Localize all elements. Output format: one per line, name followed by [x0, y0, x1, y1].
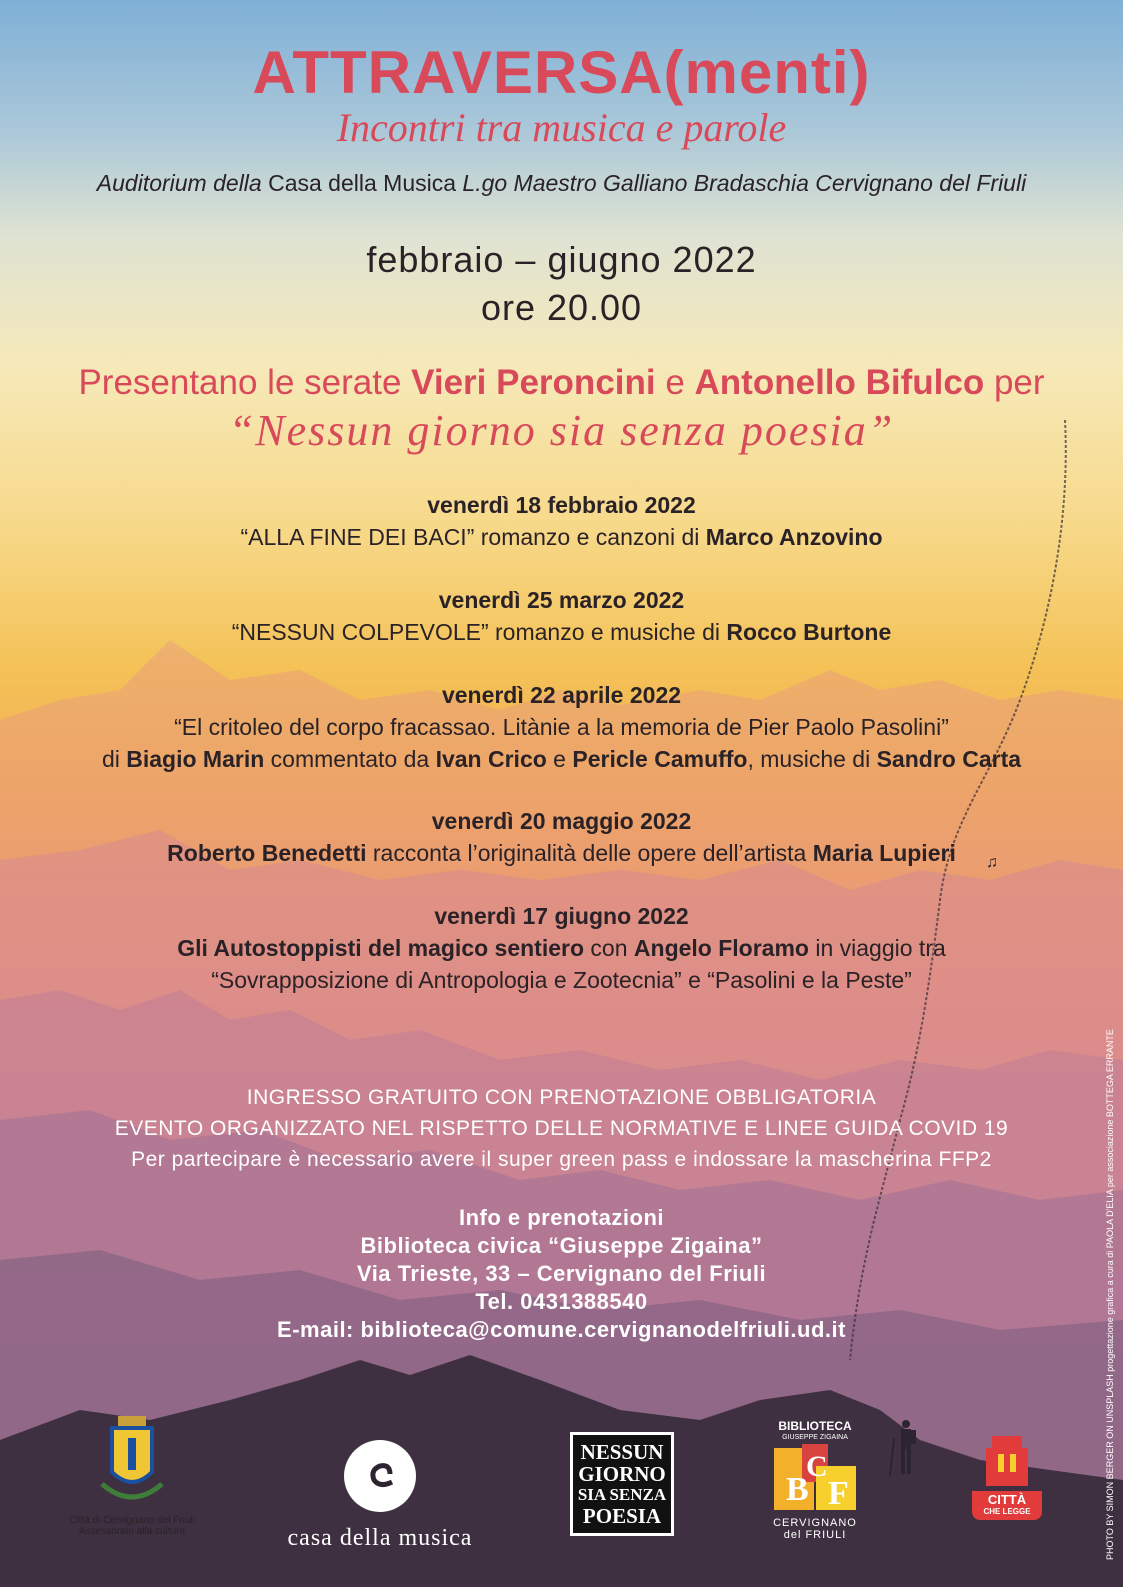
presenters-and: e [655, 363, 695, 402]
coat-of-arms-icon [62, 1414, 202, 1510]
event-item [0, 900, 1123, 996]
event-date: venerdì 18 febbraio 2022 [427, 492, 696, 518]
schedule-period: febbraio – giugno 2022 [366, 239, 757, 280]
event-description [0, 932, 1123, 964]
notice-line: EVENTO ORGANIZZATO NEL RISPETTO DELLE NORMATIVE E LINEE GUIDA COVID 19 [114, 1117, 1009, 1140]
presenter-name-1: Vieri Peroncini [411, 363, 656, 402]
info-heading: Info e prenotazioni [458, 1205, 665, 1230]
event-date: venerdì 25 marzo 2022 [438, 587, 685, 613]
svg-text:F: F [828, 1475, 849, 1512]
casa-musica-logo [280, 1436, 480, 1552]
event-date: venerdì 17 giugno 2022 [434, 903, 689, 929]
schedule-time: ore 20.00 [480, 287, 643, 328]
event-desc-text: commentato da [264, 746, 436, 772]
info-address: Via Trieste, 33 – Cervignano del Friuli [356, 1261, 767, 1286]
presenters-lead: Presentano le serate [78, 363, 412, 402]
event-subtitle: Incontri tra musica e parole [336, 105, 787, 150]
music-note-icon: ♫ [986, 854, 998, 871]
biblioteca-sublabel: GIUSEPPE ZIGAINA [782, 1434, 848, 1441]
event-artist: Marco Anzovino [705, 524, 883, 550]
venue-line [0, 170, 1123, 197]
event-description [0, 521, 1123, 553]
hiker-silhouette [884, 1418, 924, 1478]
event-date: venerdì 22 aprile 2022 [441, 682, 682, 708]
event-artist: Rocco Burtone [726, 619, 892, 645]
nessun-giorno-logo [570, 1432, 674, 1536]
comune-dept: Assessorato alla cultura [78, 1526, 186, 1537]
event-artist: Sandro Carta [876, 746, 1022, 772]
venue-name: Casa della Musica [268, 170, 457, 196]
event-artist: Pericle Camuffo [572, 746, 748, 772]
info-phone[interactable]: Tel. 0431388540 [475, 1289, 648, 1314]
series-title: “Nessun giorno sia senza poesia” [228, 406, 895, 455]
event-artist: Roberto Benedetti [167, 840, 367, 866]
presenter-name-2: Antonello Bifulco [694, 363, 985, 402]
info-library: Biblioteca civica “Giuseppe Zigaina” [360, 1233, 763, 1258]
citta-che-legge-logo [972, 1436, 1042, 1520]
event-item [0, 805, 1123, 869]
event-desc-text: di [101, 746, 127, 772]
event-description [0, 616, 1123, 648]
event-date: venerdì 20 maggio 2022 [431, 808, 692, 834]
biblioteca-label: BIBLIOTECA [778, 1419, 852, 1433]
svg-text:B: B [786, 1471, 809, 1508]
event-description [0, 837, 1123, 869]
notice-line: Per partecipare è necessario avere il super green pass e indossare la mascherina FFP2 [131, 1148, 992, 1171]
photo-credit [1087, 1029, 1115, 1560]
bcf-icon [772, 1442, 858, 1512]
info-block [0, 1204, 1123, 1344]
swirl-icon [340, 1436, 420, 1516]
event-desc-text: racconta l’originalità delle opere dell’artista [366, 840, 813, 866]
event-artist: Maria Lupieri [812, 840, 956, 866]
info-email[interactable]: E-mail: biblioteca@comune.cervignanodelfriuli.ud.it [277, 1317, 846, 1342]
comune-name: Città di Cervignano del Friuli [69, 1515, 195, 1526]
biblioteca-region: del FRIULI [783, 1529, 847, 1541]
logo-text: GIORNO [578, 1462, 666, 1486]
citta-label: CITTÀ [987, 1492, 1027, 1507]
presenters-line [0, 358, 1123, 408]
citta-label-box [972, 1491, 1042, 1520]
tower-icon [972, 1436, 1042, 1486]
entry-notice [0, 1082, 1123, 1175]
event-title: ATTRAVERSA(menti) [252, 39, 871, 106]
event-artist: Angelo Floramo [633, 935, 809, 961]
event-desc-text: in viaggio tra [808, 935, 946, 961]
presenters-per: per [984, 363, 1045, 402]
comune-logo [62, 1414, 202, 1537]
logo-text: NESSUN [580, 1440, 664, 1464]
event-artist: Biagio Marin [126, 746, 265, 772]
venue-address: L.go Maestro Galliano Bradaschia Cervignano del Friuli [456, 170, 1027, 196]
event-desc-text: con [584, 935, 634, 961]
casa-musica-label: casa della musica [287, 1525, 473, 1551]
event-item [0, 584, 1123, 648]
event-description: “El critoleo del corpo fracassao. Litànie a la memoria de Pier Paolo Pasolini” [174, 714, 949, 740]
event-desc-text: e [546, 746, 573, 772]
event-desc-text: , musiche di [747, 746, 877, 772]
event-item [0, 679, 1123, 775]
event-artist: Gli Autostoppisti del magico sentiero [177, 935, 585, 961]
event-description-2: “Sovrapposizione di Antropologia e Zootecnia” e “Pasolini e la Peste” [211, 967, 912, 993]
venue-prefix: Auditorium della [96, 170, 269, 196]
svg-text:C: C [806, 1450, 828, 1483]
event-item [0, 489, 1123, 553]
citta-sublabel: CHE LEGGE [983, 1507, 1031, 1516]
schedule [0, 236, 1123, 332]
event-desc-text: “ALLA FINE DEI BACI” romanzo e canzoni di [240, 524, 706, 550]
credit-text: PHOTO BY SIMON BERGER ON UNSPLASH progettazione grafica a cura di PAOLA D'ELIA per associazione BOTTEGA ERRANTE [1105, 1029, 1115, 1560]
notice-line: INGRESSO GRATUITO CON PRENOTAZIONE OBBLIGATORIA [246, 1086, 877, 1109]
logo-text: SIA SENZA [577, 1485, 667, 1504]
logo-text: POESIA [582, 1504, 662, 1528]
biblioteca-logo [770, 1420, 860, 1541]
biblioteca-city: CERVIGNANO [773, 1517, 857, 1529]
event-credits [0, 743, 1123, 775]
event-artist: Ivan Crico [435, 746, 547, 772]
event-desc-text: “NESSUN COLPEVOLE” romanzo e musiche di [231, 619, 727, 645]
